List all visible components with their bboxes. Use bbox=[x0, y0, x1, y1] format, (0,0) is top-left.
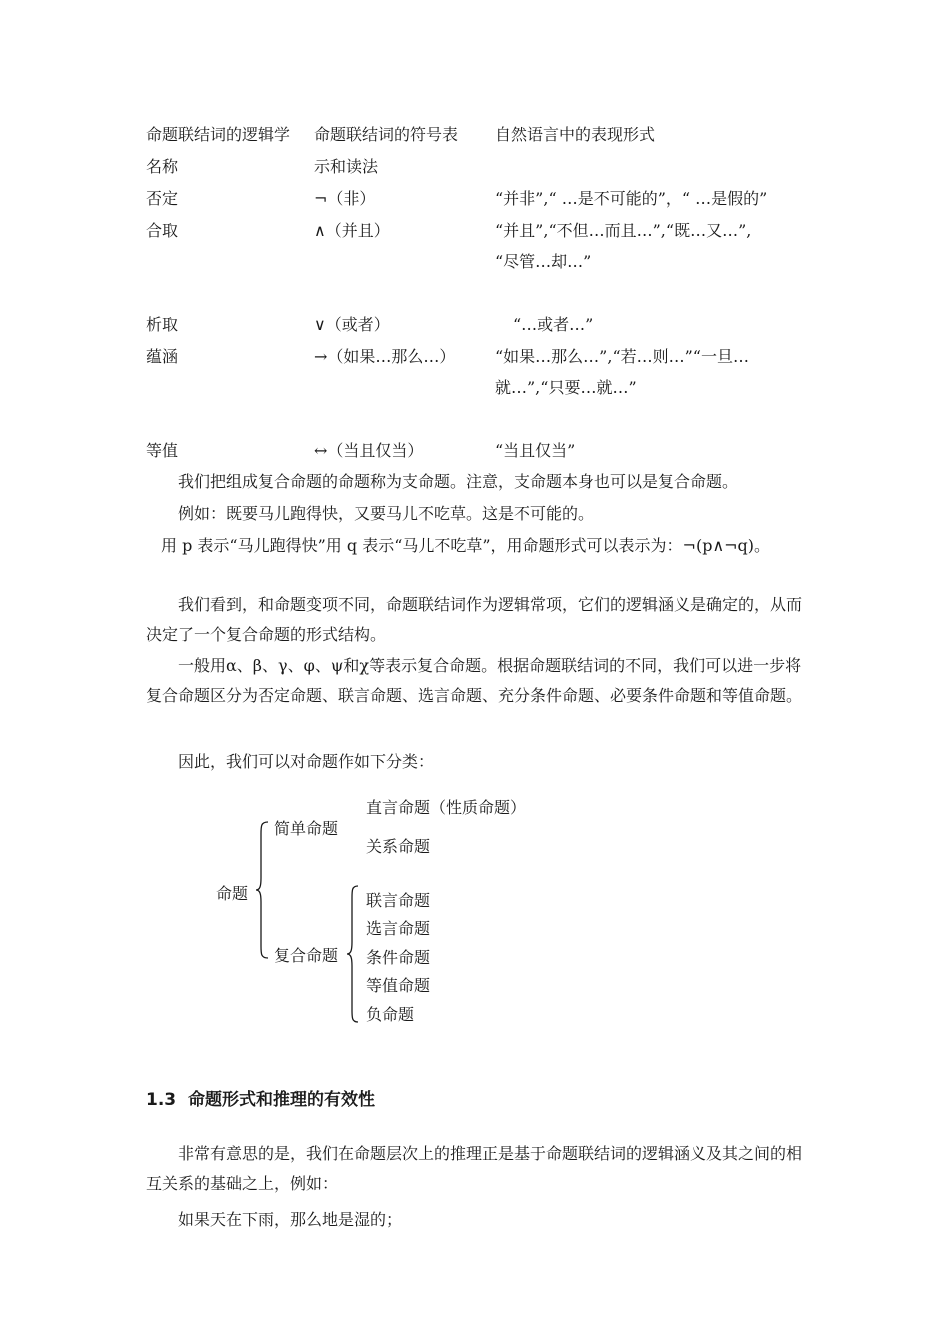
table-row-symbol: ↔（当且仅当） bbox=[314, 441, 424, 460]
table-row-symbol: ∨（或者） bbox=[314, 315, 390, 334]
table-row-forms: “并且”,“不但…而且…”,“既…又…”, bbox=[495, 221, 752, 240]
root-brace-icon bbox=[254, 820, 270, 960]
paragraph-classification-intro: 因此，我们可以对命题作如下分类： bbox=[178, 752, 435, 771]
table-row-name: 否定 bbox=[146, 189, 179, 208]
table-row-forms-cont: 就…”,“只要…就…” bbox=[495, 378, 637, 397]
paragraph-formalization: 用 p 表示“马儿跑得快”用 q 表示“马儿不吃草”，用命题形式可以表示为：¬(p∧¬q)。 bbox=[161, 536, 771, 555]
table-row-forms: “如果…那么…”,“若…则…”“一旦… bbox=[495, 347, 749, 366]
table-header-symbol-line2: 示和读法 bbox=[314, 157, 379, 176]
table-row-name: 蕴涵 bbox=[146, 347, 179, 366]
paragraph-example: 例如：既要马儿跑得快，又要马儿不吃草。这是不可能的。 bbox=[178, 504, 595, 523]
paragraph-section-example: 如果天在下雨，那么地是湿的； bbox=[178, 1210, 403, 1229]
table-row-forms: “并非”,“ …是不可能的”，“ …是假的” bbox=[495, 189, 768, 208]
classification-simple-item: 关系命题 bbox=[366, 837, 431, 856]
section-number: 1.3 bbox=[146, 1090, 177, 1110]
classification-compound-item: 负命题 bbox=[366, 1005, 415, 1024]
classification-compound-item: 联言命题 bbox=[366, 891, 431, 910]
classification-compound-item: 条件命题 bbox=[366, 948, 431, 967]
classification-simple-item: 直言命题（性质命题） bbox=[366, 798, 527, 817]
classification-simple-label: 简单命题 bbox=[274, 819, 339, 838]
paragraph-logical-constants: 我们看到，和命题变项不同，命题联结词作为逻辑常项，它们的逻辑涵义是确定的，从而决定了一个复合命题的形式结构。 bbox=[146, 595, 803, 644]
table-row-forms: “…或者…” bbox=[513, 315, 594, 334]
table-row-forms-cont: “尽管…却…” bbox=[495, 252, 592, 271]
classification-compound-item: 选言命题 bbox=[366, 919, 431, 938]
table-header-forms: 自然语言中的表现形式 bbox=[495, 125, 656, 144]
table-row-symbol: ∧（并且） bbox=[314, 221, 390, 240]
classification-root: 命题 bbox=[216, 884, 249, 903]
paragraph-subproposition: 我们把组成复合命题的命题称为支命题。注意，支命题本身也可以是复合命题。 bbox=[178, 472, 739, 491]
classification-compound-item: 等值命题 bbox=[366, 976, 431, 995]
paragraph-section-intro: 非常有意思的是，我们在命题层次上的推理正是基于命题联结词的逻辑涵义及其之间的相互关系的基础之上，例如： bbox=[146, 1144, 803, 1193]
compound-brace-icon bbox=[346, 884, 360, 1024]
paragraph-compound-types: 一般用α、β、γ、φ、ψ和χ等表示复合命题。根据命题联结词的不同，我们可以进一步将复合命题区分为否定命题、联言命题、选言命题、充分条件命题、必要条件命题和等值命题。 bbox=[146, 656, 803, 705]
table-row-forms: “当且仅当” bbox=[495, 441, 576, 460]
section-title: 命题形式和推理的有效性 bbox=[187, 1090, 375, 1110]
classification-compound-label: 复合命题 bbox=[274, 946, 339, 965]
table-row-symbol: ¬（非） bbox=[314, 189, 376, 208]
table-row-symbol: →（如果…那么…） bbox=[314, 347, 456, 366]
table-row-name: 等值 bbox=[146, 441, 179, 460]
table-header-name-line1: 命题联结词的逻辑学 bbox=[146, 125, 291, 144]
table-header-symbol-line1: 命题联结词的符号表 bbox=[314, 125, 459, 144]
table-header-name-line2: 名称 bbox=[146, 157, 179, 176]
table-row-name: 合取 bbox=[146, 221, 179, 240]
section-heading bbox=[146, 1085, 375, 1110]
table-row-name: 析取 bbox=[146, 315, 179, 334]
